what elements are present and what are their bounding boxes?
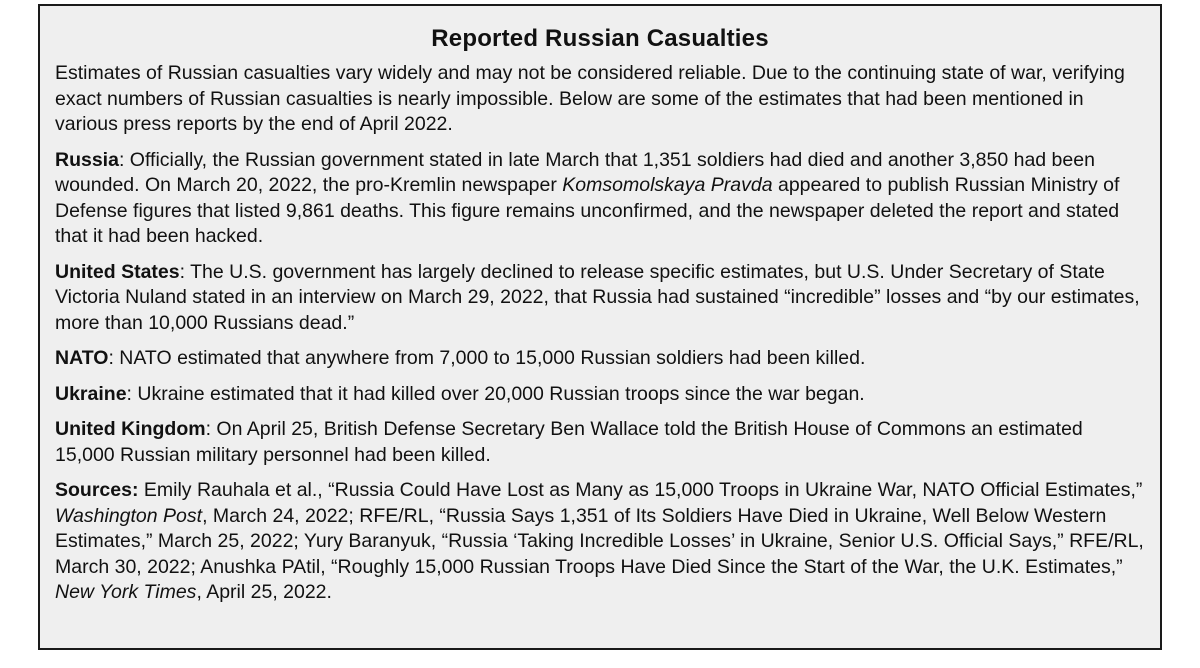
- russia-text-b: appeared to publish Russian Ministry of Defense figures that listed 9,861 deaths. This figure remains unconfirmed, and the newspaper deleted the report and stated that it had been hacked.: [55, 174, 1120, 247]
- ukraine-text: : Ukraine estimated that it had killed over 20,000 Russian troops since the war began.: [126, 382, 865, 405]
- united-states-label: United States: [55, 260, 180, 283]
- united-states-paragraph: [55, 260, 1145, 337]
- russia-newspaper: Komsomolskaya Pravda: [562, 174, 773, 196]
- nato-label: NATO: [55, 347, 109, 369]
- russia-text-a: : Officially, the Russian government stated in late March that 1,351 soldiers had died and another 3,850 had been wounded. On March 20, 2022, the pro-Kremlin newspaper: [55, 148, 1095, 196]
- nato-text: : NATO estimated that anywhere from 7,000 to 15,000 Russian soldiers had been killed.: [108, 347, 866, 369]
- russia-label: Russia: [55, 148, 119, 171]
- box-title: Reported Russian Casualties: [431, 25, 769, 52]
- united-kingdom-text: : On April 25, British Defense Secretary Ben Wallace told the British House of Commons an estimated 15,000 Russian military personnel had been killed.: [55, 418, 1083, 466]
- ukraine-paragraph: [55, 382, 1145, 408]
- united-kingdom-label: United Kingdom: [55, 418, 206, 440]
- russia-paragraph: [55, 148, 1145, 250]
- sources-publication-new-york-times: New York Times: [55, 581, 197, 603]
- casualties-box: [38, 4, 1162, 650]
- sources-publication-washington-post: Washington Post: [55, 504, 203, 527]
- intro-paragraph: Estimates of Russian casualties vary widely and may not be considered reliable. Due to the continuing state of war, verifying exact numbers of Russian casualties is nearly impossible. Below are some of the estimates that had been mentioned in various press reports by the end of April 2022.: [55, 62, 1125, 135]
- nato-paragraph: [55, 346, 1145, 372]
- ukraine-label: Ukraine: [55, 382, 127, 405]
- sources-text-c: , April 25, 2022.: [196, 581, 332, 603]
- sources-label: Sources:: [55, 479, 139, 501]
- united-kingdom-paragraph: [55, 417, 1145, 468]
- sources-text-b: , March 24, 2022; RFE/RL, “Russia Says 1,351 of Its Soldiers Have Died in Ukraine, Well Below Western Estimates,” March 25, 2022; Yury Baranyuk, “Russia ‘Taking Incredible Losses’ in Ukraine, Senior U.S. Official Says,” RFE/RL, March 30, 2022; Anushka PAtil, “Roughly 15,000 Russian Troops Have Died Since the Start of the War, the U.K. Estimates,”: [55, 504, 1144, 578]
- united-states-text: : The U.S. government has largely declined to release specific estimates, but U.S. Under Secretary of State Victoria Nuland stated in an interview on March 29, 2022, that Russia had sustained “incredible” losses and “by our estimates, more than 10,000 Russians dead.”: [55, 260, 1140, 334]
- sources-text-a: Emily Rauhala et al., “Russia Could Have Lost as Many as 15,000 Troops in Ukraine War, NATO Official Estimates,”: [138, 479, 1143, 501]
- sources-paragraph: [55, 478, 1145, 606]
